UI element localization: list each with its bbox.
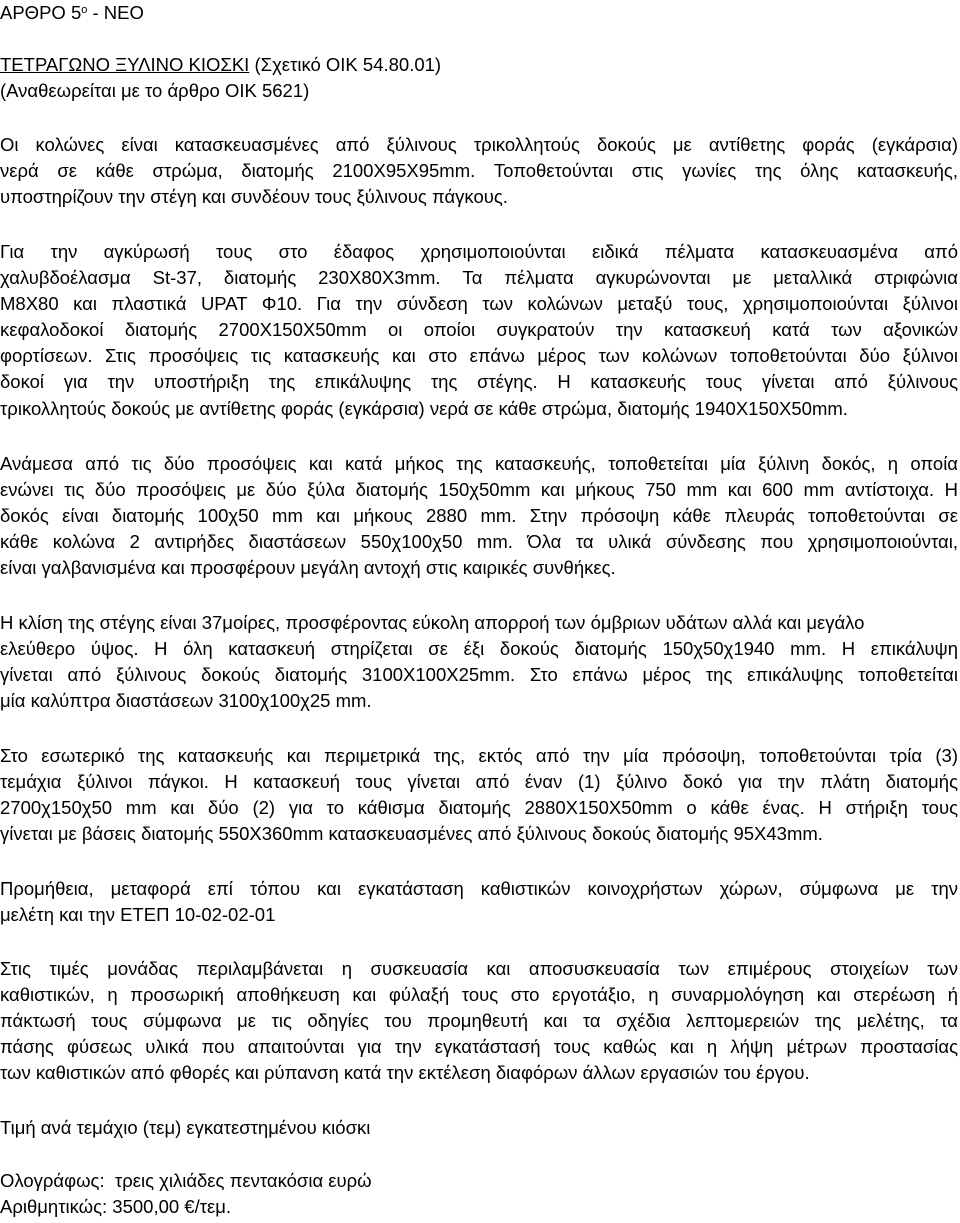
paragraph-line: Μ8Χ80 και πλαστικά UPAT Φ10. Για την σύνδεση των κολώνων μεταξύ τους, χρησιμοποιούνται ξύλινοι bbox=[0, 293, 958, 315]
article-title-superscript: ο bbox=[81, 4, 88, 16]
paragraph-line: ελεύθερο ύψος. Η όλη κατασκευή στηρίζεται σε έξι δοκούς διατομής 150χ50χ1940 mm. Η επικάλυψη bbox=[0, 638, 958, 660]
paragraph-line: καθιστικών, η προσωρική αποθήκευση και φύλαξή τους στο εργοτάξιο, η συναρμολόγηση και στερέωση ή bbox=[0, 984, 958, 1006]
paragraph-line: Προμήθεια, μεταφορά επί τόπου και εγκατάσταση καθιστικών κοινοχρήστων χώρων, σύμφωνα με την bbox=[0, 878, 958, 899]
paragraph-line: μία καλύπτρα διαστάσεων 3100χ100χ25 mm. bbox=[0, 690, 372, 712]
paragraph-benches bbox=[0, 743, 958, 847]
unit-line bbox=[0, 1115, 958, 1141]
paragraph-line: Στο εσωτερικό της κατασκευής και περιμετρικά της, εκτός από την μία πρόσοψη, τοποθετούνται τρία (3) bbox=[0, 745, 958, 766]
paragraph-line: υποστηρίζουν την στέγη και συνδέουν τους ξύλινους πάγκους. bbox=[0, 186, 508, 208]
paragraph-line: Η κλίση της στέγης είναι 37μοίρες, προσφέροντας εύκολη απορροή των όμβριων υδάτων αλλά και μεγάλο bbox=[0, 612, 865, 633]
paragraph-line: μελέτη και την ΕΤΕΠ 10-02-02-01 bbox=[0, 904, 276, 926]
paragraph-line: Στις τιμές μονάδας περιλαμβάνεται η συσκευασία και αποσυσκευασία των επιμέρους στοιχείων των bbox=[0, 958, 958, 979]
paragraph-line: ενώνει τις δύο προσόψεις με δύο ξύλα διατομής 150χ50mm και μήκους 750 mm και 600 mm αντίστοιχα. Η bbox=[0, 479, 958, 501]
paragraph-line: τεμάχια ξύλινοι πάγκοι. Η κατασκευή τους γίνεται από έναν (1) ξύλινο δοκό για την πλάτη διατομής bbox=[0, 771, 958, 793]
price-block bbox=[0, 1168, 958, 1220]
paragraph-line: πάκτωσή τους σύμφωνα με τις οδηγίες του προμηθευτή και τα σχέδια λεπτομερειών της μελέτης, τα bbox=[0, 1010, 958, 1032]
article-title bbox=[0, 1, 144, 25]
item-revision: (Αναθεωρείται με το άρθρο ΟΙΚ 5621) bbox=[0, 80, 310, 102]
item-header bbox=[0, 52, 958, 104]
paragraph-line: δοκοί για την υποστήριξη της επικάλυψης της στέγης. Η κατασκευής τους γίνεται από ξύλινους bbox=[0, 371, 958, 393]
paragraph-line: δοκός είναι διατομής 100χ50 mm και μήκους 2880 mm. Στην πρόσοψη κάθε πλευράς τοποθετούνται σε bbox=[0, 505, 958, 527]
paragraph-line: γίνεται με βάσεις διατομής 550Χ360mm κατασκευασμένες από ξύλινους δοκούς διατομής 95Χ43mm. bbox=[0, 823, 823, 845]
paragraph-line: χαλυβδοέλασμα St-37, διατομής 230Χ80Χ3mm. Τα πέλματα αγκυρώνονται με μεταλλικά στριφώνια bbox=[0, 267, 958, 289]
unit-text: Τιμή ανά τεμάχιο (τεμ) εγκατεστημένου κιόσκι bbox=[0, 1117, 371, 1138]
paragraph-line: Οι κολώνες είναι κατασκευασμένες από ξύλινους τρικολλητούς δοκούς με αντίθετης φοράς (εγκάρσια) bbox=[0, 134, 958, 155]
item-name: ΤΕΤΡΑΓΩΝΟ ΞΥΛΙΝΟ ΚΙΟΣΚΙ bbox=[0, 54, 250, 75]
paragraph-anchoring bbox=[0, 239, 958, 422]
article-title-suffix: - ΝΕΟ bbox=[87, 2, 144, 23]
paragraph-line: φορτίσεων. Στις προσόψεις τις κατασκευής και στο επάνω μέρος των κολώνων τοποθετούνται δύο ξύλινοι bbox=[0, 345, 958, 367]
paragraph-columns bbox=[0, 132, 958, 210]
paragraph-line: τρικολλητούς δοκούς με αντίθετης φοράς (εγκάρσια) νερά σε κάθε στρώμα, διατομής 1940Χ150Χ50mm. bbox=[0, 397, 848, 419]
paragraph-line: των καθιστικών από φθορές και ρύπανση κατά την εκτέλεση διαφόρων άλλων εργασιών του έργου. bbox=[0, 1062, 810, 1084]
paragraph-line: 2700χ150χ50 mm και δύο (2) για το κάθισμα διατομής 2880Χ150Χ50mm ο κάθε ένας. Η στήριξη τους bbox=[0, 797, 958, 819]
price-numeric: Αριθμητικώς: 3500,00 €/τεμ. bbox=[0, 1196, 232, 1218]
paragraph-line: πάσης φύσεως υλικά που απαιτούνται για την εγκατάστασή τους καθώς και η λήψη μέτρων προστασίας bbox=[0, 1036, 958, 1058]
paragraph-line: είναι γαλβανισμένα και προσφέρουν μεγάλη αντοχή στις καιρικές συνθήκες. bbox=[0, 557, 616, 579]
paragraph-line: Ανάμεσα από τις δύο προσόψεις και κατά μήκος της κατασκευής, τοποθετείται μία ξύλινη δοκός, η οποία bbox=[0, 453, 958, 474]
paragraph-line: κεφαλοδοκοί διατομής 2700Χ150Χ50mm οι οποίοι συγκρατούν την κατασκευή κατά των αξονικών bbox=[0, 319, 958, 341]
item-reference: (Σχετικό ΟΙΚ 54.80.01) bbox=[249, 54, 442, 75]
paragraph-supply bbox=[0, 876, 958, 928]
price-in-words: Ολογράφως: τρεις χιλιάδες πεντακόσια ευρώ bbox=[0, 1170, 372, 1191]
paragraph-middle-beam bbox=[0, 451, 958, 581]
paragraph-unit-price-includes bbox=[0, 956, 958, 1086]
paragraph-line: γίνεται από ξύλινους δοκούς διατομής 3100Χ100Χ25mm. Στο επάνω μέρος της επικάλυψης τοποθετείται bbox=[0, 664, 958, 686]
item-title-line bbox=[0, 52, 958, 78]
paragraph-line: κάθε κολώνα 2 αντιρήδες διαστάσεων 550χ100χ50 mm. Όλα τα υλικά σύνδεσης που χρησιμοποιούνται, bbox=[0, 531, 958, 553]
article-title-text: ΑΡΘΡΟ 5 bbox=[0, 2, 82, 23]
paragraph-line: νερά σε κάθε στρώμα, διατομής 2100Χ95Χ95mm. Τοποθετούνται στις γωνίες της όλης κατασκευής, bbox=[0, 160, 958, 182]
paragraph-line: Για την αγκύρωσή τους στο έδαφος χρησιμοποιούνται ειδικά πέλματα κατασκευασμένα από bbox=[0, 241, 958, 262]
paragraph-roof bbox=[0, 610, 958, 714]
